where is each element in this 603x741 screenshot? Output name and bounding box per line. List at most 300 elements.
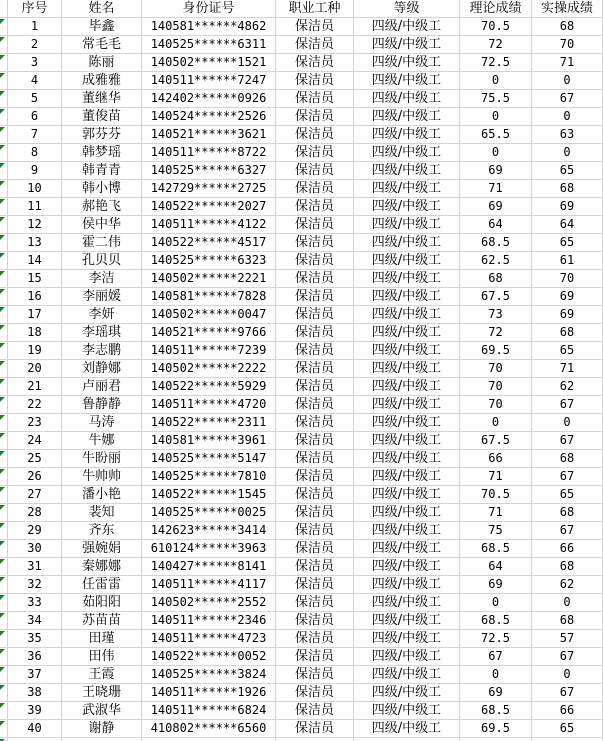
error-marker-cell[interactable]: [0, 198, 8, 216]
cell-theory[interactable]: 0: [460, 144, 532, 162]
error-marker-cell[interactable]: [0, 270, 8, 288]
cell-id[interactable]: 610124******3963: [142, 540, 276, 558]
cell-practical[interactable]: 68: [532, 450, 603, 468]
cell-job[interactable]: 保洁员: [276, 396, 354, 414]
cell-job[interactable]: 保洁员: [276, 522, 354, 540]
cell-level[interactable]: 四级/中级工: [354, 594, 460, 612]
cell-practical[interactable]: 68: [532, 558, 603, 576]
cell-id[interactable]: 140581******7828: [142, 288, 276, 306]
header-stub-cell[interactable]: [0, 0, 8, 18]
header-cell-name[interactable]: 姓名: [62, 0, 142, 18]
cell-id[interactable]: 140511******4720: [142, 396, 276, 414]
header-cell-index[interactable]: 序号: [8, 0, 62, 18]
cell-level[interactable]: 四级/中级工: [354, 270, 460, 288]
cell-id[interactable]: 142402******0926: [142, 90, 276, 108]
error-marker-cell[interactable]: [0, 558, 8, 576]
cell-index[interactable]: 20: [8, 360, 62, 378]
cell-id[interactable]: 140511******2346: [142, 612, 276, 630]
cell-job[interactable]: 保洁员: [276, 270, 354, 288]
cell-name[interactable]: 牛娜: [62, 432, 142, 450]
cell-id[interactable]: 140502******2222: [142, 360, 276, 378]
cell-name[interactable]: 李瑶琪: [62, 324, 142, 342]
cell-name[interactable]: 常毛毛: [62, 36, 142, 54]
cell-job[interactable]: 保洁员: [276, 72, 354, 90]
cell-index[interactable]: 14: [8, 252, 62, 270]
cell-id[interactable]: 140511******7247: [142, 72, 276, 90]
cell-name[interactable]: 成雅雅: [62, 72, 142, 90]
cell-theory[interactable]: 70: [460, 396, 532, 414]
cell-job[interactable]: 保洁员: [276, 306, 354, 324]
cell-practical[interactable]: 69: [532, 306, 603, 324]
cell-level[interactable]: 四级/中级工: [354, 306, 460, 324]
cell-practical[interactable]: 69: [532, 288, 603, 306]
cell-practical[interactable]: 70: [532, 36, 603, 54]
cell-theory[interactable]: 69: [460, 576, 532, 594]
cell-practical[interactable]: 65: [532, 342, 603, 360]
cell-id[interactable]: 140511******6824: [142, 702, 276, 720]
cell-theory[interactable]: 68.5: [460, 540, 532, 558]
cell-job[interactable]: 保洁员: [276, 612, 354, 630]
cell-practical[interactable]: 69: [532, 198, 603, 216]
cell-practical[interactable]: 0: [532, 414, 603, 432]
cell-job[interactable]: 保洁员: [276, 90, 354, 108]
cell-level[interactable]: 四级/中级工: [354, 432, 460, 450]
error-marker-cell[interactable]: [0, 612, 8, 630]
cell-id[interactable]: 410802******6560: [142, 720, 276, 738]
error-marker-cell[interactable]: [0, 216, 8, 234]
cell-name[interactable]: 郝艳飞: [62, 198, 142, 216]
cell-id[interactable]: 140524******2526: [142, 108, 276, 126]
cell-job[interactable]: 保洁员: [276, 468, 354, 486]
cell-practical[interactable]: 0: [532, 144, 603, 162]
cell-index[interactable]: 13: [8, 234, 62, 252]
header-cell-level[interactable]: 等级: [354, 0, 460, 18]
cell-name[interactable]: 茹阳阳: [62, 594, 142, 612]
cell-practical[interactable]: 68: [532, 612, 603, 630]
cell-id[interactable]: 140521******3621: [142, 126, 276, 144]
cell-job[interactable]: 保洁员: [276, 216, 354, 234]
cell-level[interactable]: 四级/中级工: [354, 216, 460, 234]
cell-name[interactable]: 刘静娜: [62, 360, 142, 378]
cell-theory[interactable]: 72: [460, 36, 532, 54]
cell-level[interactable]: 四级/中级工: [354, 612, 460, 630]
cell-job[interactable]: 保洁员: [276, 234, 354, 252]
cell-index[interactable]: 33: [8, 594, 62, 612]
cell-theory[interactable]: 72.5: [460, 54, 532, 72]
error-marker-cell[interactable]: [0, 684, 8, 702]
cell-practical[interactable]: 65: [532, 234, 603, 252]
cell-job[interactable]: 保洁员: [276, 450, 354, 468]
error-marker-cell[interactable]: [0, 396, 8, 414]
cell-id[interactable]: 140511******7239: [142, 342, 276, 360]
cell-index[interactable]: 39: [8, 702, 62, 720]
cell-job[interactable]: 保洁员: [276, 54, 354, 72]
cell-job[interactable]: 保洁员: [276, 342, 354, 360]
cell-theory[interactable]: 70.5: [460, 486, 532, 504]
cell-theory[interactable]: 70: [460, 378, 532, 396]
cell-name[interactable]: 王晓珊: [62, 684, 142, 702]
cell-practical[interactable]: 67: [532, 468, 603, 486]
cell-name[interactable]: 孔贝贝: [62, 252, 142, 270]
cell-level[interactable]: 四级/中级工: [354, 666, 460, 684]
cell-practical[interactable]: 67: [532, 396, 603, 414]
cell-id[interactable]: 140511******4122: [142, 216, 276, 234]
cell-name[interactable]: 牛盼丽: [62, 450, 142, 468]
cell-name[interactable]: 武淑华: [62, 702, 142, 720]
cell-job[interactable]: 保洁员: [276, 180, 354, 198]
cell-level[interactable]: 四级/中级工: [354, 648, 460, 666]
cell-index[interactable]: 1: [8, 18, 62, 36]
cell-level[interactable]: 四级/中级工: [354, 108, 460, 126]
error-marker-cell[interactable]: [0, 180, 8, 198]
cell-id[interactable]: 140502******2221: [142, 270, 276, 288]
cell-theory[interactable]: 75.5: [460, 90, 532, 108]
cell-level[interactable]: 四级/中级工: [354, 540, 460, 558]
cell-index[interactable]: 40: [8, 720, 62, 738]
cell-id[interactable]: 140522******4517: [142, 234, 276, 252]
cell-level[interactable]: 四级/中级工: [354, 198, 460, 216]
cell-name[interactable]: 陈丽: [62, 54, 142, 72]
cell-job[interactable]: 保洁员: [276, 108, 354, 126]
cell-index[interactable]: 19: [8, 342, 62, 360]
cell-level[interactable]: 四级/中级工: [354, 576, 460, 594]
cell-job[interactable]: 保洁员: [276, 144, 354, 162]
error-marker-cell[interactable]: [0, 540, 8, 558]
cell-name[interactable]: 韩梦瑶: [62, 144, 142, 162]
header-cell-job[interactable]: 职业工种: [276, 0, 354, 18]
cell-theory[interactable]: 72: [460, 324, 532, 342]
error-marker-cell[interactable]: [0, 648, 8, 666]
cell-theory[interactable]: 68: [460, 270, 532, 288]
cell-index[interactable]: 37: [8, 666, 62, 684]
cell-job[interactable]: 保洁员: [276, 594, 354, 612]
cell-practical[interactable]: 66: [532, 540, 603, 558]
cell-level[interactable]: 四级/中级工: [354, 54, 460, 72]
cell-index[interactable]: 2: [8, 36, 62, 54]
cell-practical[interactable]: 57: [532, 630, 603, 648]
error-marker-cell[interactable]: [0, 18, 8, 36]
cell-job[interactable]: 保洁员: [276, 126, 354, 144]
cell-practical[interactable]: 68: [532, 324, 603, 342]
error-marker-cell[interactable]: [0, 594, 8, 612]
cell-id[interactable]: 140522******0052: [142, 648, 276, 666]
cell-level[interactable]: 四级/中级工: [354, 702, 460, 720]
cell-level[interactable]: 四级/中级工: [354, 720, 460, 738]
cell-practical[interactable]: 68: [532, 180, 603, 198]
cell-id[interactable]: 140427******8141: [142, 558, 276, 576]
error-marker-cell[interactable]: [0, 576, 8, 594]
cell-job[interactable]: 保洁员: [276, 504, 354, 522]
cell-index[interactable]: 22: [8, 396, 62, 414]
header-cell-id[interactable]: 身份证号: [142, 0, 276, 18]
cell-name[interactable]: 齐东: [62, 522, 142, 540]
cell-theory[interactable]: 69: [460, 162, 532, 180]
error-marker-cell[interactable]: [0, 378, 8, 396]
cell-job[interactable]: 保洁员: [276, 486, 354, 504]
cell-id[interactable]: 142623******3414: [142, 522, 276, 540]
cell-level[interactable]: 四级/中级工: [354, 126, 460, 144]
cell-level[interactable]: 四级/中级工: [354, 414, 460, 432]
cell-theory[interactable]: 65.5: [460, 126, 532, 144]
cell-index[interactable]: 7: [8, 126, 62, 144]
cell-index[interactable]: 10: [8, 180, 62, 198]
error-marker-cell[interactable]: [0, 36, 8, 54]
cell-theory[interactable]: 0: [460, 108, 532, 126]
cell-practical[interactable]: 65: [532, 486, 603, 504]
error-marker-cell[interactable]: [0, 252, 8, 270]
cell-theory[interactable]: 64: [460, 216, 532, 234]
cell-level[interactable]: 四级/中级工: [354, 396, 460, 414]
cell-id[interactable]: 140502******2552: [142, 594, 276, 612]
cell-theory[interactable]: 66: [460, 450, 532, 468]
error-marker-cell[interactable]: [0, 144, 8, 162]
error-marker-cell[interactable]: [0, 342, 8, 360]
cell-name[interactable]: 郭芬芬: [62, 126, 142, 144]
cell-name[interactable]: 田伟: [62, 648, 142, 666]
cell-index[interactable]: 18: [8, 324, 62, 342]
cell-practical[interactable]: 0: [532, 108, 603, 126]
cell-index[interactable]: 3: [8, 54, 62, 72]
cell-level[interactable]: 四级/中级工: [354, 558, 460, 576]
error-marker-cell[interactable]: [0, 414, 8, 432]
cell-practical[interactable]: 67: [532, 90, 603, 108]
cell-level[interactable]: 四级/中级工: [354, 630, 460, 648]
error-marker-cell[interactable]: [0, 72, 8, 90]
cell-name[interactable]: 鲁静静: [62, 396, 142, 414]
cell-level[interactable]: 四级/中级工: [354, 180, 460, 198]
cell-name[interactable]: 卢丽君: [62, 378, 142, 396]
cell-id[interactable]: 140521******9766: [142, 324, 276, 342]
cell-index[interactable]: 32: [8, 576, 62, 594]
cell-id[interactable]: 140525******7810: [142, 468, 276, 486]
cell-name[interactable]: 霍二伟: [62, 234, 142, 252]
cell-index[interactable]: 24: [8, 432, 62, 450]
cell-name[interactable]: 侯中华: [62, 216, 142, 234]
cell-theory[interactable]: 72.5: [460, 630, 532, 648]
cell-name[interactable]: 强婉娟: [62, 540, 142, 558]
cell-level[interactable]: 四级/中级工: [354, 360, 460, 378]
cell-level[interactable]: 四级/中级工: [354, 252, 460, 270]
cell-practical[interactable]: 67: [532, 432, 603, 450]
cell-index[interactable]: 16: [8, 288, 62, 306]
error-marker-cell[interactable]: [0, 324, 8, 342]
cell-name[interactable]: 苏苗苗: [62, 612, 142, 630]
cell-id[interactable]: 140581******4862: [142, 18, 276, 36]
cell-theory[interactable]: 68.5: [460, 612, 532, 630]
cell-name[interactable]: 李志鹏: [62, 342, 142, 360]
cell-id[interactable]: 140525******0025: [142, 504, 276, 522]
cell-index[interactable]: 6: [8, 108, 62, 126]
cell-index[interactable]: 31: [8, 558, 62, 576]
error-marker-cell[interactable]: [0, 162, 8, 180]
error-marker-cell[interactable]: [0, 90, 8, 108]
cell-index[interactable]: 26: [8, 468, 62, 486]
cell-job[interactable]: 保洁员: [276, 414, 354, 432]
error-marker-cell[interactable]: [0, 468, 8, 486]
cell-level[interactable]: 四级/中级工: [354, 450, 460, 468]
cell-index[interactable]: 25: [8, 450, 62, 468]
cell-level[interactable]: 四级/中级工: [354, 18, 460, 36]
cell-name[interactable]: 韩小博: [62, 180, 142, 198]
cell-theory[interactable]: 62.5: [460, 252, 532, 270]
cell-job[interactable]: 保洁员: [276, 378, 354, 396]
cell-id[interactable]: 140502******0047: [142, 306, 276, 324]
error-marker-cell[interactable]: [0, 234, 8, 252]
cell-id[interactable]: 140511******8722: [142, 144, 276, 162]
error-marker-cell[interactable]: [0, 450, 8, 468]
cell-practical[interactable]: 71: [532, 54, 603, 72]
cell-name[interactable]: 李丽媛: [62, 288, 142, 306]
cell-job[interactable]: 保洁员: [276, 558, 354, 576]
cell-practical[interactable]: 66: [532, 702, 603, 720]
cell-name[interactable]: 潘小艳: [62, 486, 142, 504]
cell-theory[interactable]: 64: [460, 558, 532, 576]
cell-index[interactable]: 36: [8, 648, 62, 666]
error-marker-cell[interactable]: [0, 702, 8, 720]
cell-level[interactable]: 四级/中级工: [354, 486, 460, 504]
cell-index[interactable]: 11: [8, 198, 62, 216]
cell-level[interactable]: 四级/中级工: [354, 36, 460, 54]
error-marker-cell[interactable]: [0, 720, 8, 738]
cell-level[interactable]: 四级/中级工: [354, 144, 460, 162]
cell-level[interactable]: 四级/中级工: [354, 90, 460, 108]
cell-index[interactable]: 15: [8, 270, 62, 288]
cell-practical[interactable]: 0: [532, 72, 603, 90]
cell-theory[interactable]: 0: [460, 594, 532, 612]
cell-name[interactable]: 毕鑫: [62, 18, 142, 36]
cell-level[interactable]: 四级/中级工: [354, 684, 460, 702]
cell-theory[interactable]: 71: [460, 504, 532, 522]
cell-practical[interactable]: 67: [532, 522, 603, 540]
error-marker-cell[interactable]: [0, 432, 8, 450]
cell-practical[interactable]: 65: [532, 720, 603, 738]
error-marker-cell[interactable]: [0, 108, 8, 126]
cell-index[interactable]: 34: [8, 612, 62, 630]
cell-job[interactable]: 保洁员: [276, 36, 354, 54]
header-cell-practical[interactable]: 实操成绩: [532, 0, 603, 18]
cell-index[interactable]: 27: [8, 486, 62, 504]
cell-id[interactable]: 140511******4117: [142, 576, 276, 594]
cell-theory[interactable]: 68.5: [460, 234, 532, 252]
cell-practical[interactable]: 0: [532, 666, 603, 684]
cell-practical[interactable]: 65: [532, 162, 603, 180]
error-marker-cell[interactable]: [0, 522, 8, 540]
cell-job[interactable]: 保洁员: [276, 432, 354, 450]
cell-level[interactable]: 四级/中级工: [354, 234, 460, 252]
cell-level[interactable]: 四级/中级工: [354, 288, 460, 306]
cell-job[interactable]: 保洁员: [276, 666, 354, 684]
cell-index[interactable]: 30: [8, 540, 62, 558]
cell-index[interactable]: 17: [8, 306, 62, 324]
cell-theory[interactable]: 71: [460, 468, 532, 486]
cell-theory[interactable]: 71: [460, 180, 532, 198]
cell-practical[interactable]: 67: [532, 684, 603, 702]
cell-job[interactable]: 保洁员: [276, 288, 354, 306]
cell-practical[interactable]: 62: [532, 378, 603, 396]
cell-theory[interactable]: 0: [460, 72, 532, 90]
cell-id[interactable]: 140522******5929: [142, 378, 276, 396]
cell-name[interactable]: 田瑾: [62, 630, 142, 648]
cell-practical[interactable]: 68: [532, 504, 603, 522]
cell-index[interactable]: 8: [8, 144, 62, 162]
cell-job[interactable]: 保洁员: [276, 720, 354, 738]
cell-theory[interactable]: 0: [460, 666, 532, 684]
cell-id[interactable]: 142729******2725: [142, 180, 276, 198]
cell-id[interactable]: 140525******6311: [142, 36, 276, 54]
cell-practical[interactable]: 61: [532, 252, 603, 270]
error-marker-cell[interactable]: [0, 360, 8, 378]
cell-theory[interactable]: 67.5: [460, 432, 532, 450]
cell-practical[interactable]: 68: [532, 18, 603, 36]
cell-job[interactable]: 保洁员: [276, 630, 354, 648]
cell-id[interactable]: 140511******1926: [142, 684, 276, 702]
cell-theory[interactable]: 67.5: [460, 288, 532, 306]
error-marker-cell[interactable]: [0, 486, 8, 504]
cell-name[interactable]: 李洁: [62, 270, 142, 288]
cell-practical[interactable]: 62: [532, 576, 603, 594]
error-marker-cell[interactable]: [0, 126, 8, 144]
cell-job[interactable]: 保洁员: [276, 702, 354, 720]
cell-index[interactable]: 21: [8, 378, 62, 396]
cell-theory[interactable]: 69: [460, 198, 532, 216]
cell-index[interactable]: 4: [8, 72, 62, 90]
cell-name[interactable]: 董俊苗: [62, 108, 142, 126]
cell-id[interactable]: 140525******3824: [142, 666, 276, 684]
cell-job[interactable]: 保洁员: [276, 252, 354, 270]
cell-index[interactable]: 12: [8, 216, 62, 234]
cell-practical[interactable]: 70: [532, 270, 603, 288]
cell-id[interactable]: 140525******5147: [142, 450, 276, 468]
cell-job[interactable]: 保洁员: [276, 360, 354, 378]
cell-practical[interactable]: 64: [532, 216, 603, 234]
error-marker-cell[interactable]: [0, 630, 8, 648]
cell-theory[interactable]: 69.5: [460, 342, 532, 360]
cell-job[interactable]: 保洁员: [276, 684, 354, 702]
error-marker-cell[interactable]: [0, 666, 8, 684]
cell-name[interactable]: 李妍: [62, 306, 142, 324]
cell-job[interactable]: 保洁员: [276, 324, 354, 342]
cell-job[interactable]: 保洁员: [276, 576, 354, 594]
cell-job[interactable]: 保洁员: [276, 540, 354, 558]
cell-index[interactable]: 28: [8, 504, 62, 522]
cell-index[interactable]: 35: [8, 630, 62, 648]
cell-theory[interactable]: 70.5: [460, 18, 532, 36]
cell-level[interactable]: 四级/中级工: [354, 342, 460, 360]
cell-job[interactable]: 保洁员: [276, 648, 354, 666]
cell-id[interactable]: 140511******4723: [142, 630, 276, 648]
cell-index[interactable]: 29: [8, 522, 62, 540]
cell-level[interactable]: 四级/中级工: [354, 72, 460, 90]
cell-name[interactable]: 秦娜娜: [62, 558, 142, 576]
header-cell-theory[interactable]: 理论成绩: [460, 0, 532, 18]
cell-name[interactable]: 董继华: [62, 90, 142, 108]
cell-level[interactable]: 四级/中级工: [354, 324, 460, 342]
cell-level[interactable]: 四级/中级工: [354, 522, 460, 540]
cell-index[interactable]: 9: [8, 162, 62, 180]
cell-theory[interactable]: 73: [460, 306, 532, 324]
cell-level[interactable]: 四级/中级工: [354, 162, 460, 180]
error-marker-cell[interactable]: [0, 54, 8, 72]
cell-id[interactable]: 140525******6323: [142, 252, 276, 270]
error-marker-cell[interactable]: [0, 288, 8, 306]
cell-level[interactable]: 四级/中级工: [354, 378, 460, 396]
cell-theory[interactable]: 0: [460, 414, 532, 432]
cell-name[interactable]: 牛帅帅: [62, 468, 142, 486]
cell-id[interactable]: 140522******2311: [142, 414, 276, 432]
cell-practical[interactable]: 63: [532, 126, 603, 144]
cell-theory[interactable]: 70: [460, 360, 532, 378]
cell-id[interactable]: 140522******1545: [142, 486, 276, 504]
